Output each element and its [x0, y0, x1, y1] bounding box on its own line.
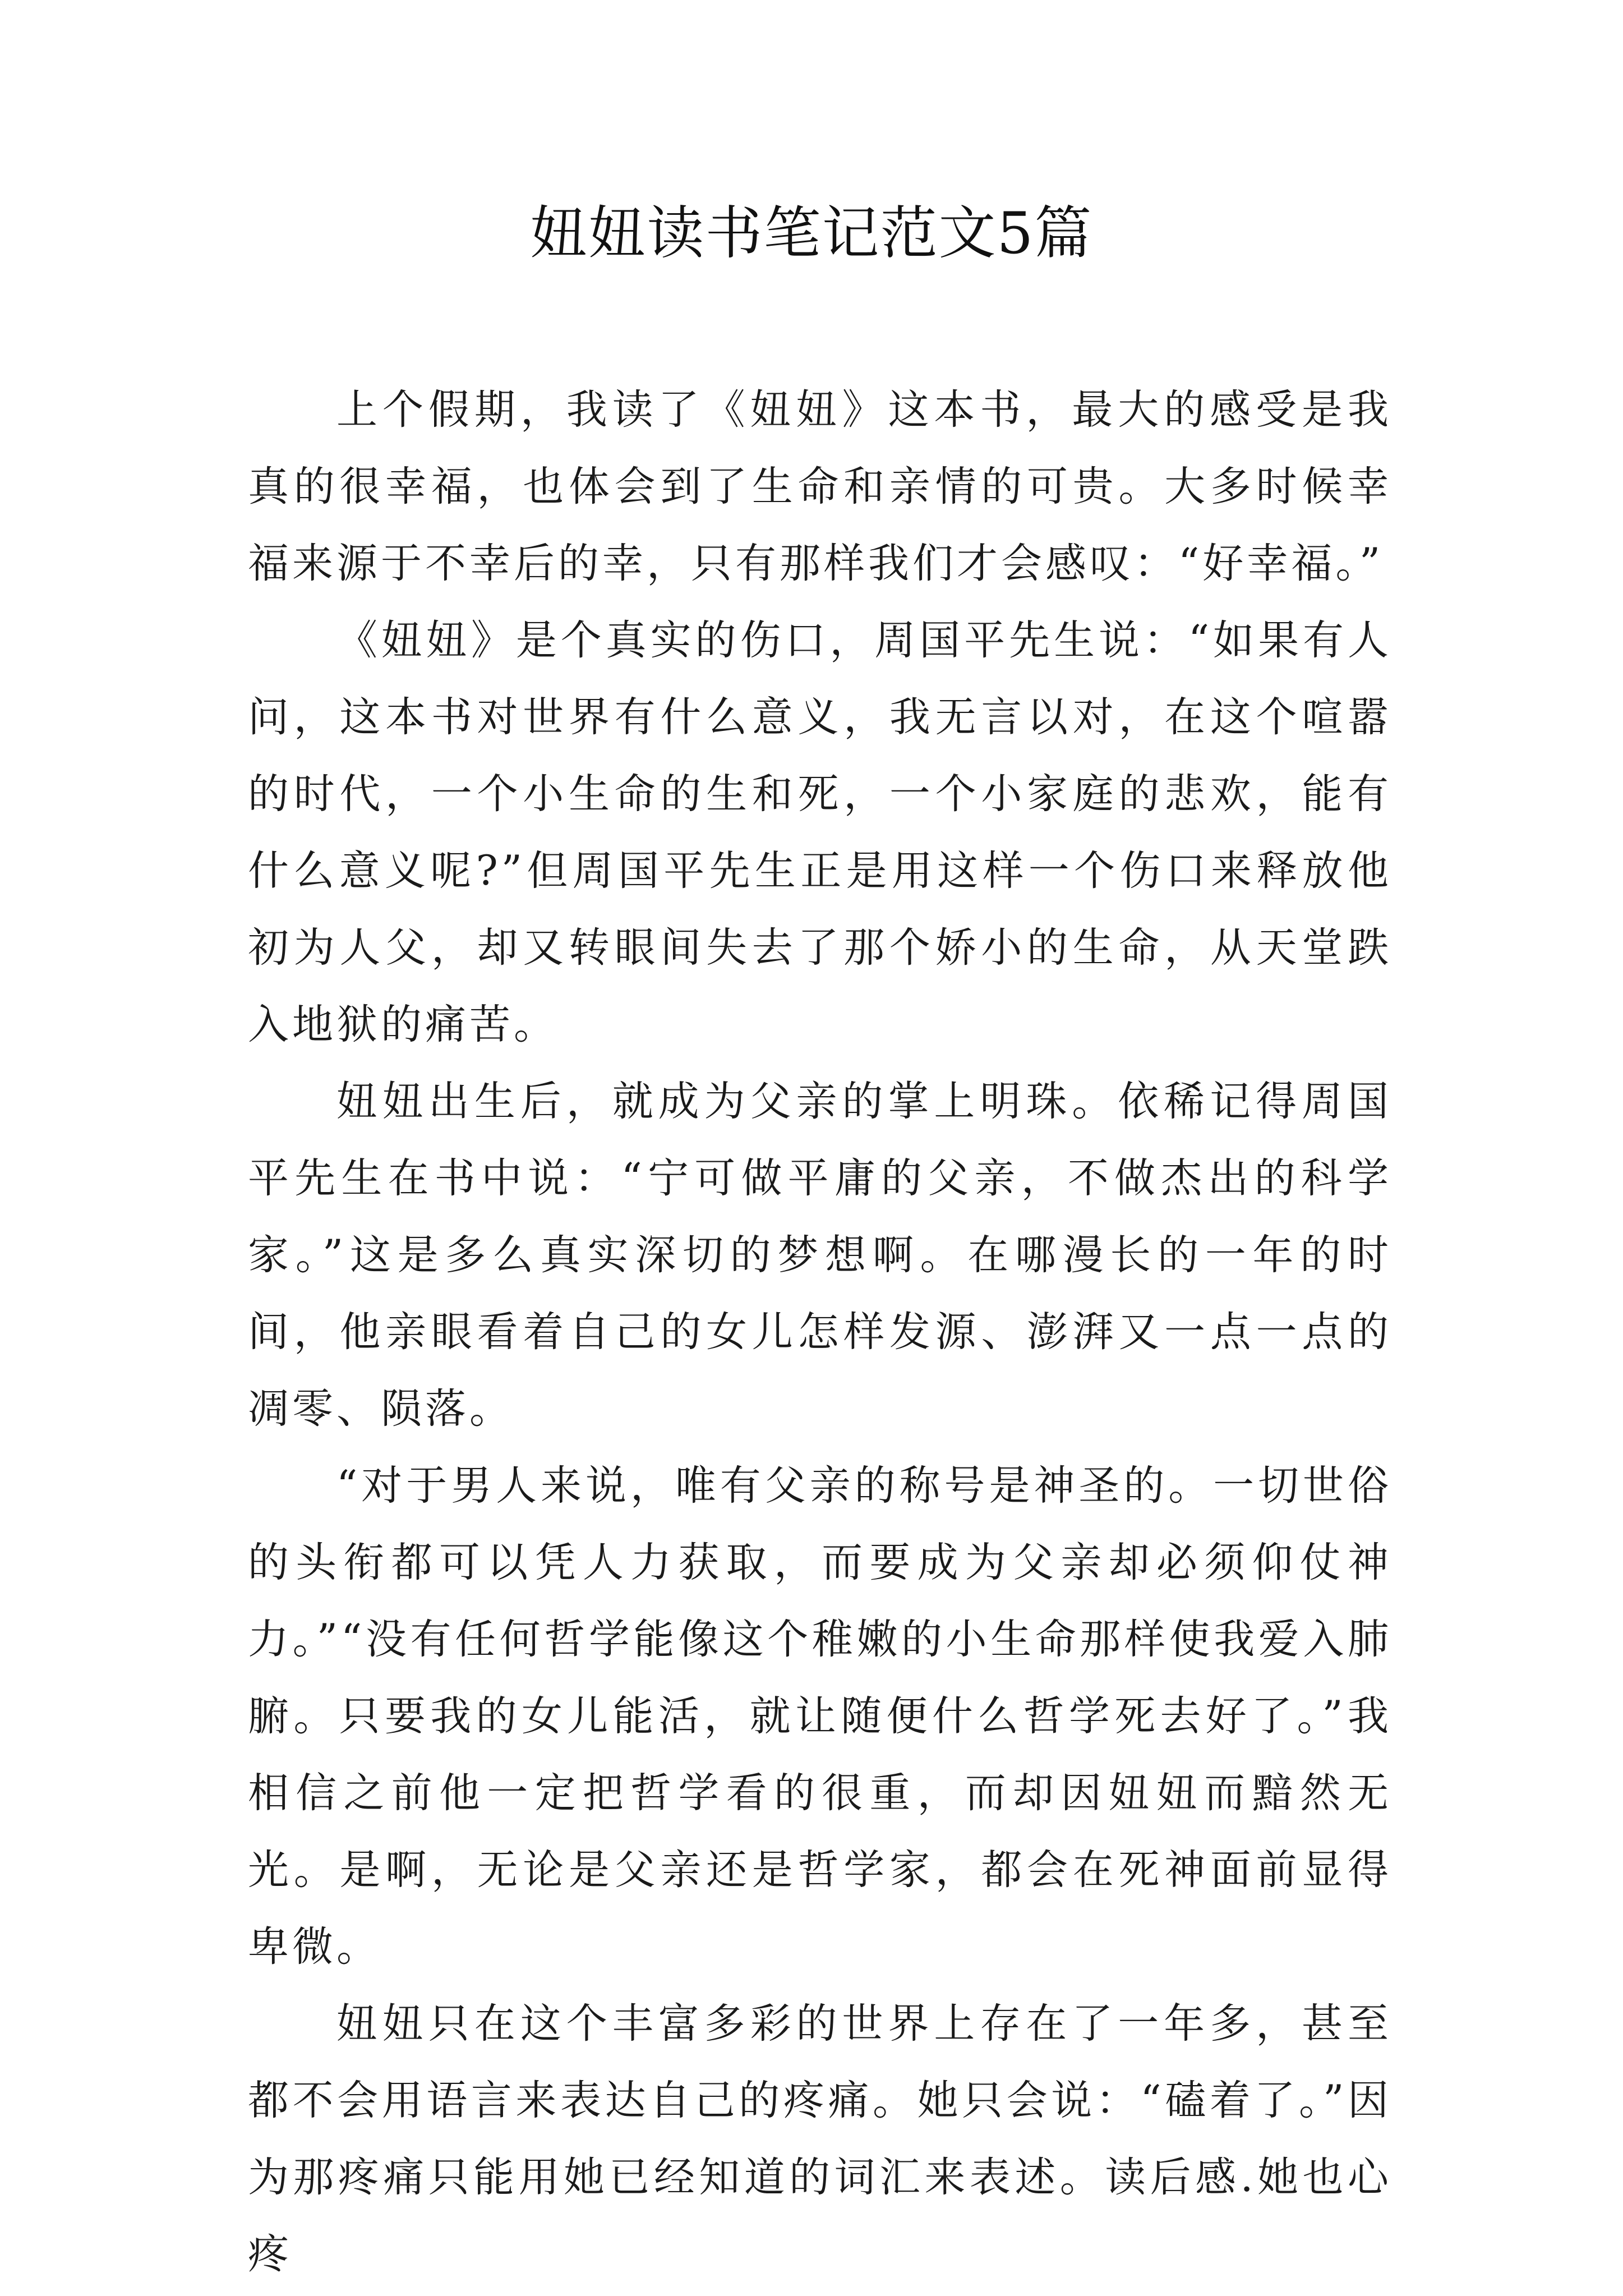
paragraph-4: “对于男人来说，唯有父亲的称号是神圣的。一切世俗的头衔都可以凭人力获取，而要成为父亲却必须仰仗神力。”“没有任何哲学能像这个稚嫩的小生命那样使我爱入肺腑。只要我的女儿能活，就让随便什么哲学死去好了。”我相信之前他一定把哲学看的很重，而却因妞妞而黯然无光。是啊，无论是父亲还是哲学家，都会在死神面前显得卑微。: [248, 1462, 1392, 1971]
paragraph-2: 《妞妞》是个真实的伤口，周国平先生说：“如果有人问，这本书对世界有什么意义，我无言以对，在这个喧嚣的时代，一个小生命的生和死，一个小家庭的悲欢，能有什么意义呢?”但周国平先生正是用这样一个伤口来释放他初为人父，却又转眼间失去了那个娇小的生命，从天堂跌入地狱的痛苦。: [248, 616, 1392, 1048]
paragraph-3: 妞妞出生后，就成为父亲的掌上明珠。依稀记得周国平先生在书中说：“宁可做平庸的父亲，不做杰出的科学家。”这是多么真实深切的梦想啊。在哪漫长的一年的时间，他亲眼看着自己的女儿怎样发源、澎湃又一点一点的凋零、陨落。: [248, 1078, 1392, 1433]
paragraph-1: 上个假期，我读了《妞妞》这本书，最大的感受是我真的很幸福，也体会到了生命和亲情的可贵。大多时候幸福来源于不幸后的幸，只有那样我们才会感叹：“好幸福。”: [248, 386, 1392, 587]
paragraph-5: 妞妞只在这个丰富多彩的世界上存在了一年多，甚至都不会用语言来表达自己的疼痛。她只会说：“磕着了。”因为那疼痛只能用她已经知道的词汇来表述。读后感.她也心疼: [248, 2000, 1392, 2278]
document-body: [248, 371, 1392, 2293]
document-title: 妞妞读书笔记范文5篇: [530, 200, 1093, 267]
